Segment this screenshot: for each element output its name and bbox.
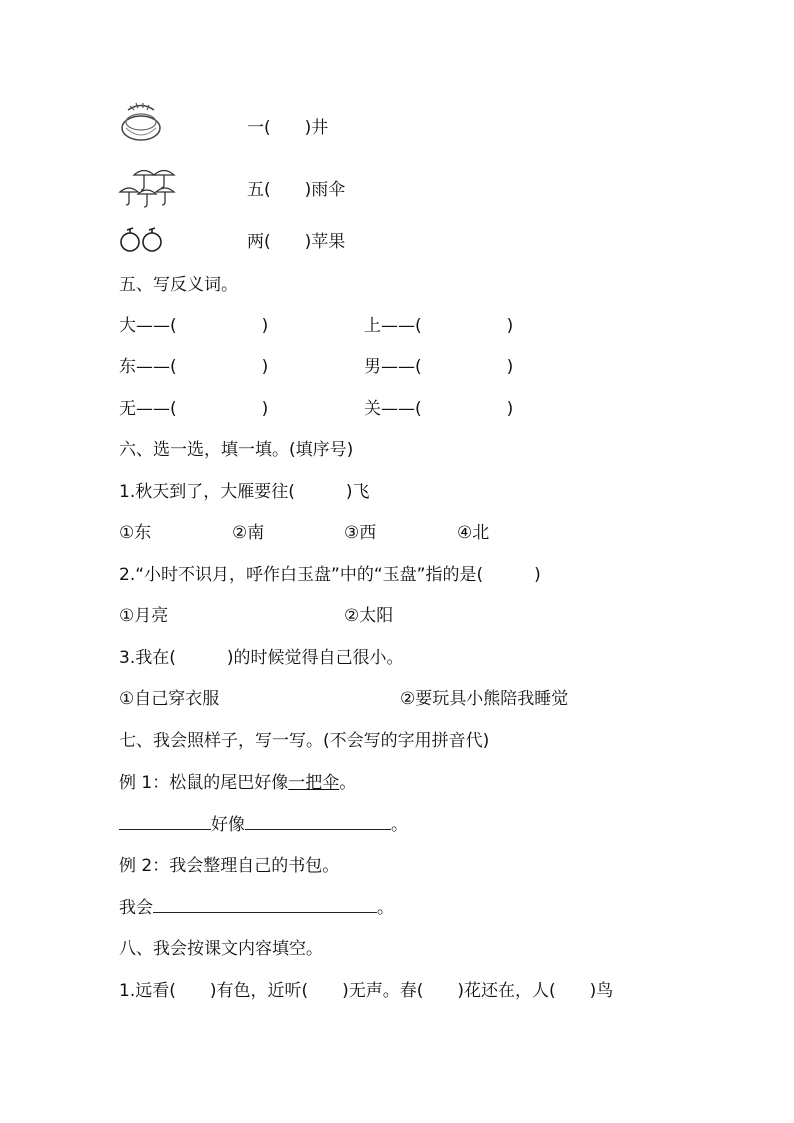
antonym-1-right: 上——( ): [364, 316, 514, 336]
pot-icon: [118, 98, 164, 144]
counting-row-2: 五( )雨伞: [247, 180, 346, 200]
answer-blank-1b[interactable]: [245, 813, 391, 830]
answer-line-2-prefix: 我会: [119, 898, 153, 918]
answer-line-2-end: 。: [377, 898, 394, 918]
antonym-3-left: 无——( ): [119, 399, 269, 419]
question-6-2: 2.“小时不识月，呼作白玉盘”中的“玉盘”指的是( ): [119, 565, 541, 585]
example-2: 例 2：我会整理自己的书包。: [119, 856, 340, 876]
option-6-1-a: ①东: [119, 523, 152, 543]
option-6-2-b: ②太阳: [344, 606, 394, 626]
answer-line-1-mid: 好像: [211, 815, 245, 835]
antonym-3-right: 关——( ): [364, 399, 514, 419]
answer-blank-1a[interactable]: [119, 813, 211, 830]
antonym-1-left: 大——( ): [119, 316, 269, 336]
example-1-suffix: 。: [339, 773, 357, 793]
answer-line-1-end: 。: [391, 815, 408, 835]
question-6-1: 1.秋天到了，大雁要往( )飞: [119, 482, 370, 502]
question-8-1: 1.远看( )有色，近听( )无声。春( )花还在，人( )鸟: [119, 981, 614, 1001]
answer-line-1: [119, 813, 408, 836]
option-6-1-c: ③西: [344, 523, 377, 543]
counting-row-3: 两( )苹果: [247, 232, 346, 252]
section-6-heading: 六、选一选，填一填。(填序号): [119, 440, 354, 460]
example-1-prefix: 例 1：松鼠的尾巴好像: [119, 773, 289, 793]
answer-line-2: [119, 896, 394, 919]
apple-icon: [119, 225, 165, 255]
answer-blank-2[interactable]: [153, 896, 377, 913]
option-6-3-b: ②要玩具小熊陪我睡觉: [400, 689, 569, 709]
section-7-heading: 七、我会照样子，写一写。(不会写的字用拼音代): [119, 731, 490, 751]
example-1-underlined: 一把伞: [288, 773, 340, 793]
option-6-3-a: ①自己穿衣服: [119, 689, 220, 709]
counting-row-1: 一( )井: [247, 118, 329, 138]
umbrella-icon: [118, 166, 176, 210]
example-1: [119, 772, 356, 794]
antonym-2-left: 东——( ): [119, 357, 269, 377]
section-5-heading: 五、写反义词。: [119, 275, 238, 295]
option-6-2-a: ①月亮: [119, 606, 169, 626]
option-6-1-b: ②南: [232, 523, 265, 543]
antonym-2-right: 男——( ): [364, 357, 514, 377]
section-8-heading: 八、我会按课文内容填空。: [119, 939, 323, 959]
question-6-3: 3.我在( )的时候觉得自己很小。: [119, 648, 404, 668]
option-6-1-d: ④北: [457, 523, 490, 543]
